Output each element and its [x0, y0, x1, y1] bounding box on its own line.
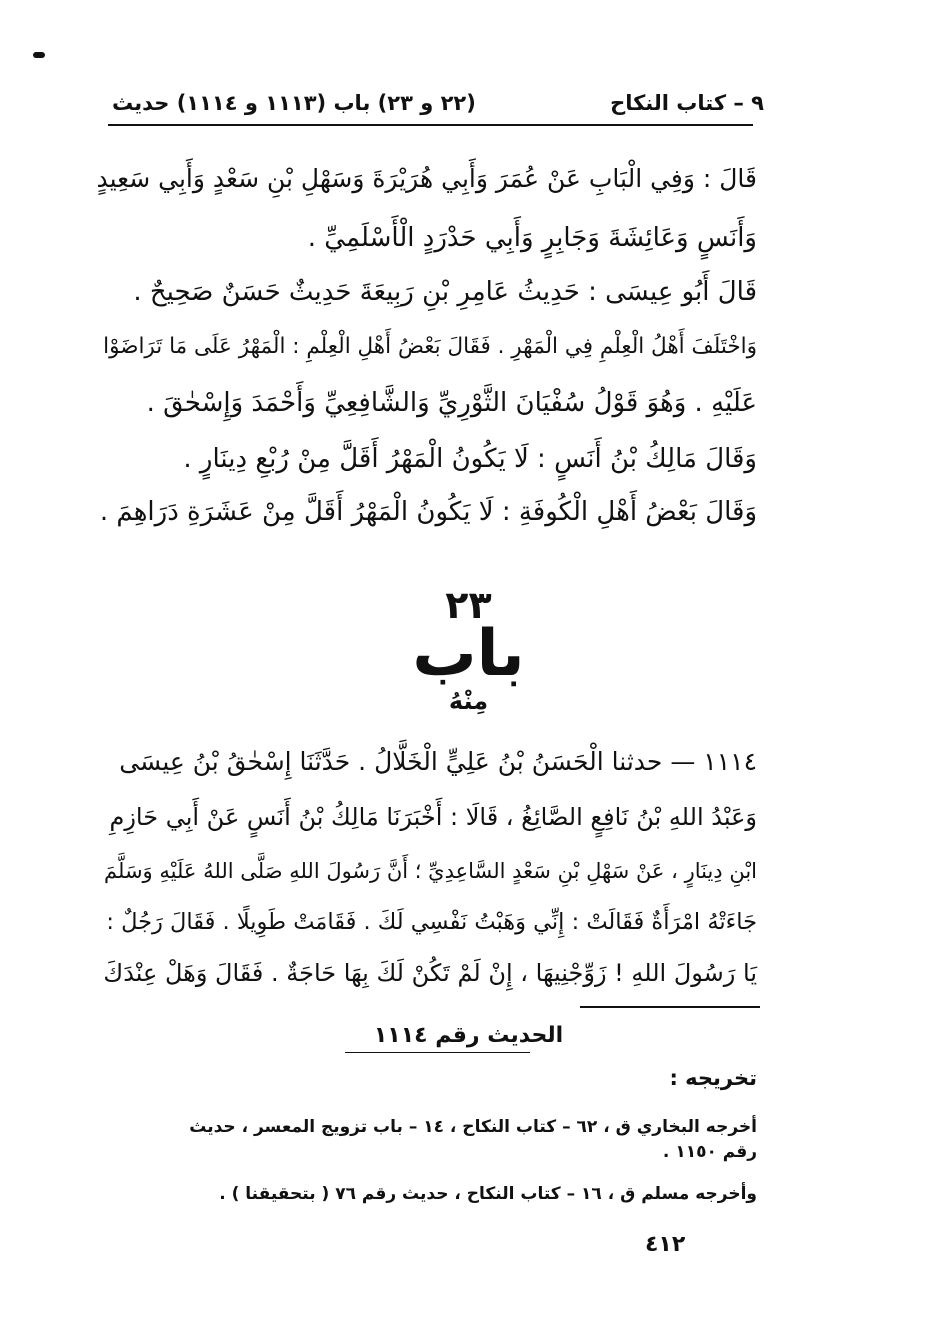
footnote-line-1: أخرجه البخاري ق ، ٦٢ – كتاب النكاح ، ١٤ – باب تزويج المعسر ، حديث: [189, 1117, 757, 1137]
body-line-6: وَقَالَ مَالِكُ بْنُ أَنَسٍ : لَا يَكُونُ الْمَهْرُ أَقَلَّ مِنْ رُبْعِ دِينَارٍ .: [183, 444, 757, 474]
chapter-label: باب: [412, 617, 525, 691]
body-line-5: عَلَيْهِ . وَهُوَ قَوْلُ سُفْيَانَ الثَّوْرِيِّ وَالشَّافِعِيِّ وَأَحْمَدَ وَإِسْحٰقَ .: [146, 388, 757, 418]
hadith-line-4: جَاءَتْهُ امْرَأَةٌ فَقَالَتْ : إِنِّي وَهَبْتُ نَفْسِي لَكَ . فَقَامَتْ طَوِيلًا . فَقَالَ رَجُلٌ :: [106, 909, 757, 935]
footnote-line-3: وأخرجه مسلم ق ، ١٦ – كتاب النكاح ، حديث رقم ٧٦ ( بتحقيقنا ) .: [219, 1184, 757, 1204]
running-header-book: ٩ – كتاب النكاح: [610, 91, 764, 115]
body-line-1: قَالَ : وَفِي الْبَابِ عَنْ عُمَرَ وَأَبِي هُرَيْرَةَ وَسَهْلِ بْنِ سَعْدٍ وَأَبِي سَعِيدٍ: [96, 164, 757, 193]
running-header-section: (٢٢ و ٢٣) باب (١١١٣ و ١١١٤) حديث: [112, 91, 476, 115]
footnote-line-2: رقم ١١٥٠ .: [662, 1142, 757, 1162]
body-line-7: وَقَالَ بَعْضُ أَهْلِ الْكُوفَةِ : لَا يَكُونُ الْمَهْرُ أَقَلَّ مِنْ عَشَرَةِ دَرَاهِمَ .: [99, 497, 757, 527]
chapter-number: ٢٣: [445, 583, 492, 627]
footnote-title: الحديث رقم ١١١٤: [373, 1023, 564, 1048]
hadith-line-5: يَا رَسُولَ اللهِ ! زَوِّجْنِيهَا ، إِنْ لَمْ تَكُنْ لَكَ بِهَا حَاجَةٌ . فَقَالَ وَهَلْ عِنْدَكَ: [103, 959, 757, 987]
chapter-title: مِنْهُ: [448, 687, 489, 715]
footnote-label: تخريجه :: [669, 1066, 757, 1090]
corner-mark: [33, 52, 45, 58]
footnote-title-underline: [345, 1052, 530, 1053]
body-line-4: وَاخْتَلَفَ أَهْلُ الْعِلْمِ فِي الْمَهْرِ . فَقَالَ بَعْضُ أَهْلِ الْعِلْمِ : الْمَهْرُ عَلَى مَا تَرَاضَوْا: [103, 334, 757, 359]
body-line-3: قَالَ أَبُو عِيسَى : حَدِيثُ عَامِرِ بْنِ رَبِيعَةَ حَدِيثٌ حَسَنٌ صَحِيحٌ .: [133, 277, 757, 307]
body-line-2: وَأَنَسٍ وَعَائِشَةَ وَجَابِرٍ وَأَبِي حَدْرَدٍ الْأَسْلَمِيِّ .: [307, 223, 757, 253]
hadith-line-3: ابْنِ دِينَارٍ ، عَنْ سَهْلِ بْنِ سَعْدٍ السَّاعِدِيِّ ؛ أَنَّ رَسُولَ اللهِ صَلَّى اللهُ عَلَيْهِ وَسَلَّمَ: [104, 859, 757, 883]
header-rule: [108, 124, 753, 126]
hadith-line-1: ١١١٤ — حدثنا الْحَسَنُ بْنُ عَلِيٍّ الْخَلَّالُ . حَدَّثَنَا إِسْحٰقُ بْنُ عِيسَى: [119, 747, 757, 776]
page-number: ٤١٢: [645, 1232, 686, 1257]
hadith-line-2: وَعَبْدُ اللهِ بْنُ نَافِعٍ الصَّائِغُ ، قَالَا : أَخْبَرَنَا مَالِكُ بْنُ أَنَسٍ عَنْ أَبِي حَازِمِ: [109, 803, 757, 831]
footnote-separator: [580, 1006, 760, 1008]
